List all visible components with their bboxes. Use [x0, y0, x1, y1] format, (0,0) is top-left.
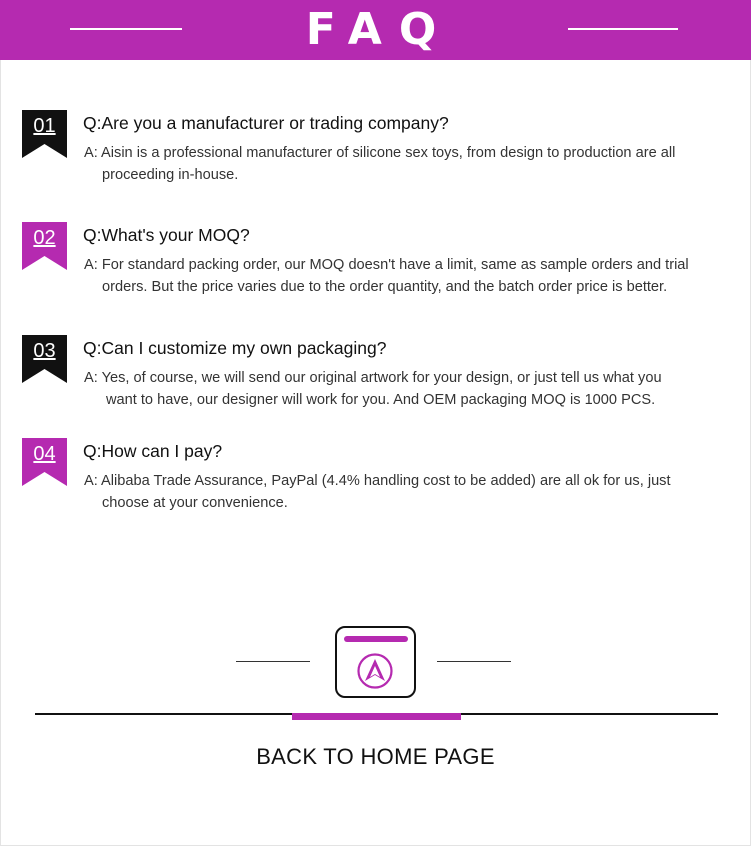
answer-prefix: A:: [84, 145, 98, 161]
badge-number: 03: [33, 340, 56, 362]
dash-rule-left: [236, 661, 310, 662]
back-to-home-link[interactable]: BACK TO HOME PAGE: [256, 744, 495, 769]
faq-answer: [84, 142, 739, 186]
faq-question: Q:What's your MOQ?: [83, 225, 250, 245]
header-rule-right: [568, 28, 678, 30]
faq-question: Q:Are you a manufacturer or trading company?: [83, 113, 449, 133]
answer-line-2: proceeding in-house.: [102, 167, 239, 183]
answer-line-2: want to have, our designer will work for you. And OEM packaging MOQ is 1000 PCS.: [106, 392, 656, 408]
answer-line-2: orders. But the price varies due to the order quantity, and the batch order price is better.: [102, 279, 668, 295]
number-badge: [22, 110, 67, 158]
answer-prefix: A:: [84, 473, 98, 489]
number-badge: [22, 222, 67, 270]
number-badge: [22, 438, 67, 486]
badge-number: 04: [33, 443, 56, 465]
answer-line-1: For standard packing order, our MOQ doesn't have a limit, same as sample orders and trial: [101, 257, 689, 273]
number-badge: [22, 335, 67, 383]
faq-header: [0, 0, 751, 60]
footer-divider-accent: [292, 713, 461, 720]
faq-answer: [84, 470, 739, 514]
answer-line-1: Alibaba Trade Assurance, PayPal (4.4% handling cost to be added) are all ok for us, just: [101, 473, 671, 489]
button-accent-bar: [344, 636, 408, 642]
answer-prefix: A:: [84, 370, 98, 386]
answer-prefix: A:: [84, 257, 98, 273]
up-arrow-circle-icon: [356, 652, 394, 690]
badge-number: 01: [33, 115, 56, 137]
answer-line-2: choose at your convenience.: [102, 495, 288, 511]
faq-question: Q:How can I pay?: [83, 441, 223, 461]
faq-answer: [84, 254, 739, 298]
faq-question: Q:Can I customize my own packaging?: [83, 338, 387, 358]
page-title: FAQ: [305, 4, 454, 55]
badge-number: 02: [33, 227, 56, 249]
dash-rule-right: [437, 661, 511, 662]
answer-line-1: Aisin is a professional manufacturer of silicone sex toys, from design to production are all: [101, 145, 676, 161]
faq-answer: [84, 367, 739, 411]
answer-line-1: Yes, of course, we will send our original artwork for your design, or just tell us what you: [101, 370, 662, 386]
back-to-home-button[interactable]: [335, 626, 416, 698]
